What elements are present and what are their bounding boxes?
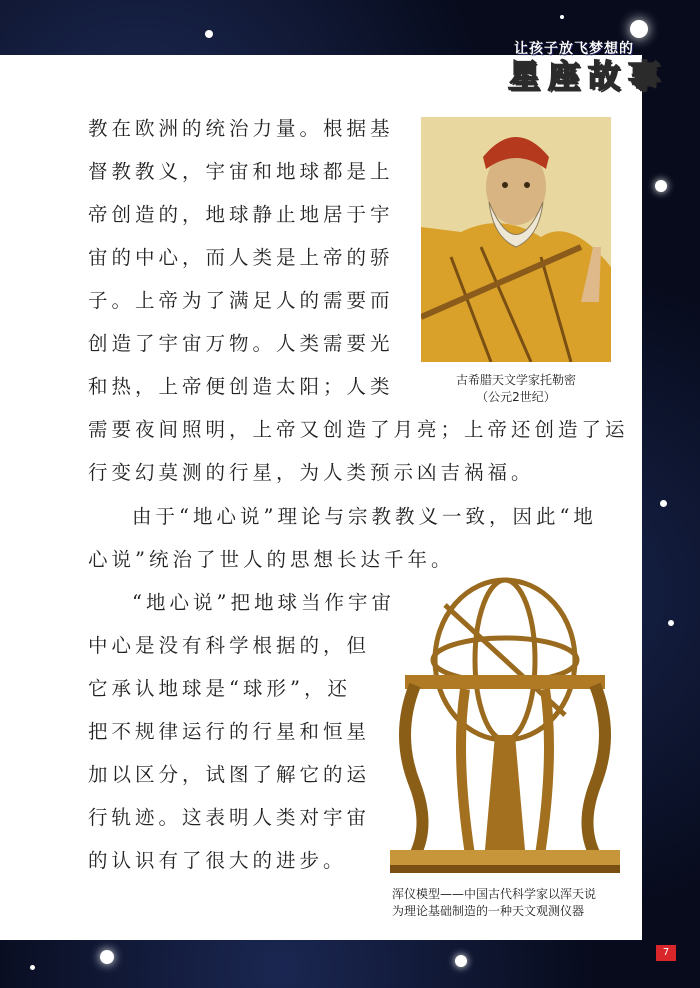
portrait-caption-line-2: （公元2世纪） bbox=[476, 390, 556, 404]
text-line: 心说”统治了世人的思想长达千年。 bbox=[88, 548, 455, 571]
text-line: 它承认地球是“球形”，还 bbox=[88, 677, 351, 700]
paragraph-3 bbox=[88, 581, 395, 882]
text-line: 的认识有了很大的进步。 bbox=[88, 849, 347, 872]
star bbox=[30, 965, 35, 970]
star bbox=[205, 30, 213, 38]
text-line: 子。上帝为了满足人的需要而 bbox=[88, 289, 394, 312]
series-tagline: 让孩子放飞梦想的 bbox=[514, 41, 634, 57]
star bbox=[655, 180, 667, 192]
text-line: 教在欧洲的统治力量。根据基 bbox=[88, 117, 394, 140]
series-brand-title bbox=[504, 56, 664, 96]
star bbox=[560, 15, 564, 19]
star bbox=[630, 20, 648, 38]
text-line: “地心说”把地球当作宇宙 bbox=[132, 591, 395, 614]
ptolemy-portrait-drawing bbox=[421, 117, 611, 362]
ptolemy-portrait-image bbox=[421, 117, 611, 362]
text-line: 创造了宇宙万物。人类需要光 bbox=[88, 332, 394, 355]
star bbox=[660, 500, 667, 507]
instrument-caption-line-1: 浑仪模型——中国古代科学家以浑天说 bbox=[392, 887, 597, 901]
brand-char: 故 bbox=[587, 57, 620, 95]
armillary-sphere-drawing bbox=[385, 565, 625, 877]
star bbox=[668, 620, 674, 626]
series-header bbox=[484, 38, 664, 108]
star bbox=[100, 950, 114, 964]
page-number: 7 bbox=[656, 945, 676, 961]
text-line: 行变幻莫测的行星，为人类预示凶吉祸福。 bbox=[88, 461, 535, 484]
text-line: 由于“地心说”理论与宗教教义一致，因此“地 bbox=[132, 505, 597, 528]
text-line: 帝创造的，地球静止地居于宇 bbox=[88, 203, 394, 226]
text-line: 中心是没有科学根据的，但 bbox=[88, 634, 371, 657]
instrument-caption-line-2: 为理论基础制造的一种天文观测仪器 bbox=[392, 904, 585, 918]
portrait-caption-line-1: 古希腊天文学家托勒密 bbox=[455, 373, 576, 387]
text-line: 需要夜间照明，上帝又创造了月亮；上帝还创造了运 bbox=[88, 418, 629, 441]
text-line: 行轨迹。这表明人类对宇宙 bbox=[88, 806, 371, 829]
instrument-caption bbox=[392, 886, 624, 920]
text-line: 加以区分，试图了解它的运 bbox=[88, 763, 371, 786]
text-line: 把不规律运行的行星和恒星 bbox=[88, 720, 371, 743]
portrait-caption bbox=[421, 372, 611, 406]
brand-char: 事 bbox=[627, 57, 660, 95]
armillary-sphere-image bbox=[385, 565, 625, 877]
brand-char: 座 bbox=[547, 57, 580, 95]
text-line: 督教教义，宇宙和地球都是上 bbox=[88, 160, 394, 183]
brand-char: 星 bbox=[507, 57, 540, 95]
text-line: 和热，上帝便创造太阳；人类 bbox=[88, 375, 394, 398]
text-line: 宙的中心，而人类是上帝的骄 bbox=[88, 246, 394, 269]
star bbox=[455, 955, 467, 967]
